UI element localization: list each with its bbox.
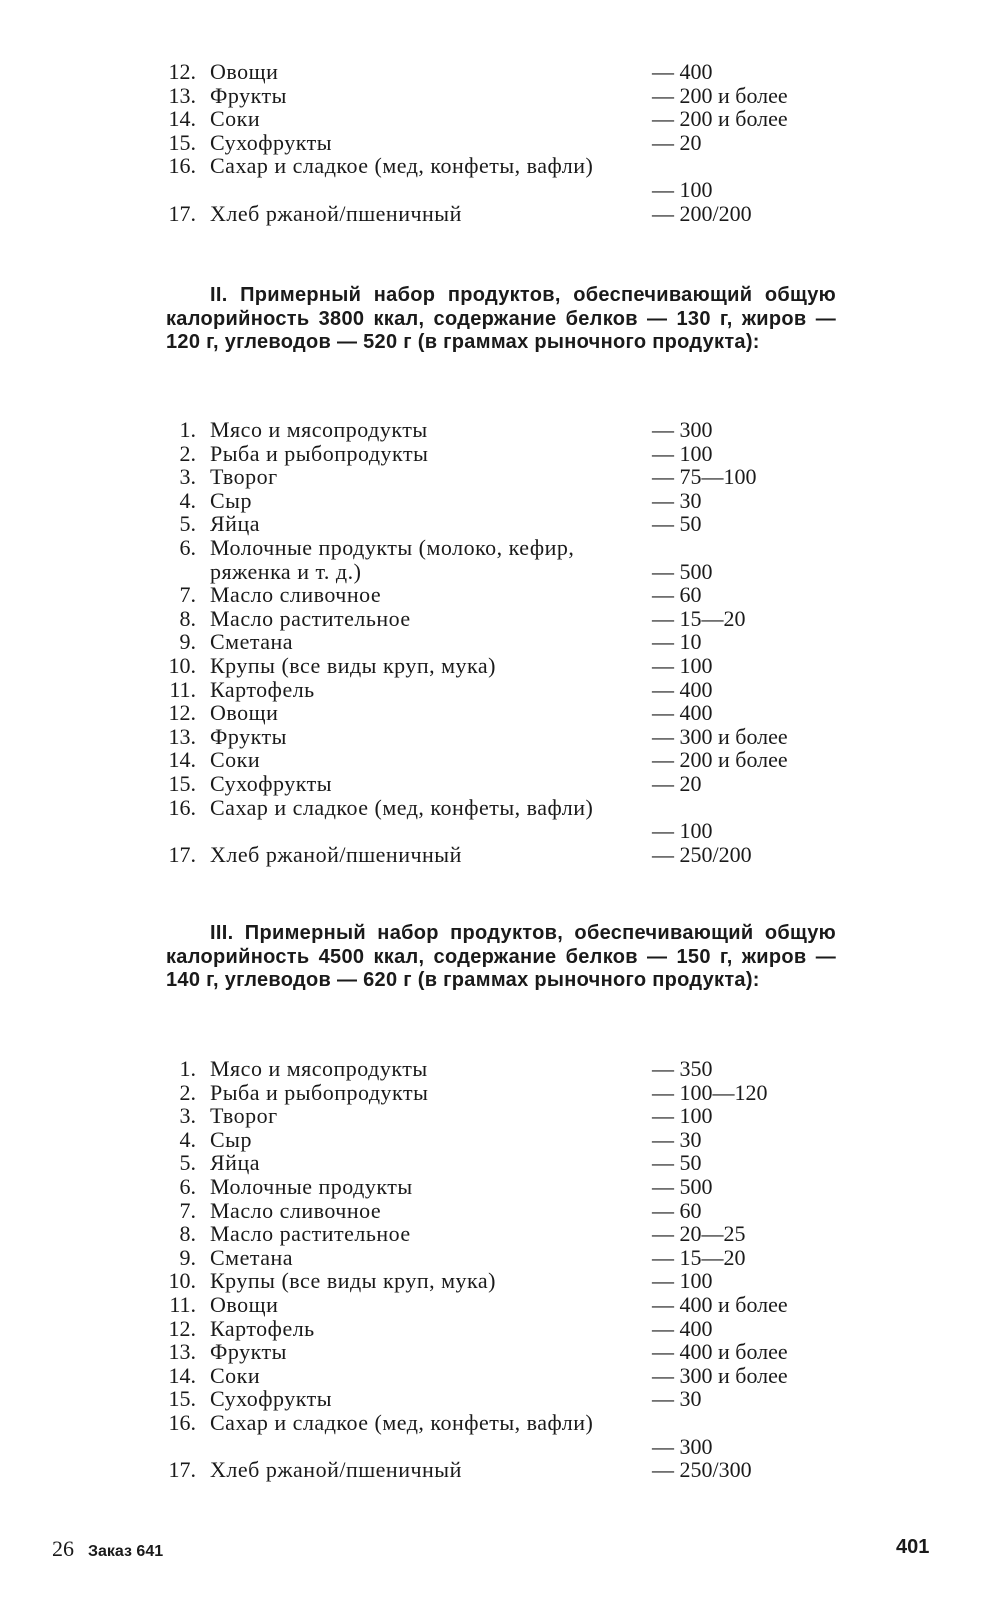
list-item	[160, 1411, 840, 1458]
list-item	[160, 583, 840, 607]
item-name: Соки	[210, 1362, 261, 1388]
item-name: Яйца	[210, 511, 260, 537]
item-name: Сухофрукты	[210, 129, 333, 155]
item-number: 17.	[168, 841, 196, 867]
item-name: Творог	[210, 464, 278, 490]
list-item	[160, 131, 840, 155]
list-item	[160, 1387, 840, 1411]
list-item	[160, 1175, 840, 1199]
item-number: 8.	[179, 605, 196, 631]
item-name: Овощи	[210, 59, 279, 84]
section-heading-2: II. Примерный набор продуктов, обеспечивающий общую калорийность 3800 ккал, содержание белков — 130 г, жиров — 120 г, углеводов — 520 г (в граммах рыночного продукта):	[166, 284, 836, 353]
list-item	[160, 772, 840, 796]
item-number: 14.	[168, 1362, 196, 1388]
item-amount: — 350	[652, 1056, 713, 1081]
page-footer-left	[52, 1536, 163, 1562]
item-number: 7.	[179, 1197, 196, 1223]
item-name: Мясо и мясопродукты	[210, 417, 428, 442]
item-name: Молочные продукты (молоко, кефир, ряженка и т. д.)	[210, 534, 575, 584]
item-amount: — 15—20	[652, 1244, 746, 1270]
item-number: 3.	[179, 464, 196, 490]
item-amount: — 20—25	[652, 1221, 746, 1247]
list-item	[160, 1269, 840, 1293]
item-amount: — 20	[652, 770, 702, 796]
list-item	[160, 1104, 840, 1128]
item-name: Овощи	[210, 1291, 279, 1317]
item-name: Масло растительное	[210, 605, 411, 631]
item-number: 15.	[168, 1386, 196, 1412]
item-name: Масло сливочное	[210, 582, 382, 608]
item-number: 5.	[179, 1150, 196, 1176]
item-name: Хлеб ржаной/пшеничный	[210, 841, 462, 867]
list-item	[160, 489, 840, 513]
list-item	[160, 725, 840, 749]
item-amount: — 400	[652, 59, 713, 84]
product-list-3	[160, 1057, 840, 1482]
list-item	[160, 1199, 840, 1223]
item-amount: — 400 и более	[652, 1339, 788, 1365]
item-name: Мясо и мясопродукты	[210, 1056, 428, 1081]
item-amount: — 100	[652, 1268, 713, 1294]
item-name: Сухофрукты	[210, 1386, 333, 1412]
list-item	[160, 1081, 840, 1105]
item-amount: — 400	[652, 676, 713, 702]
item-amount: — 100	[652, 1103, 713, 1129]
item-number: 13.	[168, 1339, 196, 1365]
item-name: Соки	[210, 106, 261, 132]
item-amount: — 30	[652, 1386, 702, 1412]
item-number: 2.	[179, 1079, 196, 1105]
item-amount: — 60	[652, 582, 702, 608]
item-number: 12.	[168, 1315, 196, 1341]
item-number: 11.	[169, 1291, 196, 1317]
item-amount: — 100	[652, 440, 713, 466]
item-name: Масло сливочное	[210, 1197, 382, 1223]
list-item	[160, 1222, 840, 1246]
list-item	[160, 202, 840, 226]
item-name: Масло растительное	[210, 1221, 411, 1247]
list-item	[160, 1151, 840, 1175]
list-item	[160, 465, 840, 489]
item-number: 12.	[168, 700, 196, 726]
list-item	[160, 607, 840, 631]
item-number: 15.	[168, 129, 196, 155]
list-item	[160, 84, 840, 108]
item-amount: — 100—120	[652, 1079, 768, 1105]
list-item	[160, 678, 840, 702]
list-item	[160, 1057, 840, 1081]
item-amount: — 300	[652, 417, 713, 442]
item-name: Рыба и рыбопродукты	[210, 440, 429, 466]
item-amount: — 60	[652, 1197, 702, 1223]
item-amount: — 50	[652, 1150, 702, 1176]
item-number: 10.	[168, 1268, 196, 1294]
list-item	[160, 1340, 840, 1364]
item-name: Сыр	[210, 487, 252, 513]
item-amount: — 50	[652, 511, 702, 537]
item-name: Рыба и рыбопродукты	[210, 1079, 429, 1105]
item-amount: — 30	[652, 487, 702, 513]
list-item	[160, 796, 840, 843]
item-number: 12.	[168, 59, 196, 84]
list-item	[160, 654, 840, 678]
item-amount: — 300 и более	[652, 723, 788, 749]
list-item	[160, 418, 840, 442]
list-item	[160, 630, 840, 654]
item-number: 17.	[168, 200, 196, 226]
item-number: 14.	[168, 747, 196, 773]
item-number: 8.	[179, 1221, 196, 1247]
item-name: Сметана	[210, 1244, 294, 1270]
item-name: Творог	[210, 1103, 278, 1129]
list-item	[160, 536, 840, 583]
item-name: Крупы (все виды круп, мука)	[210, 1268, 496, 1294]
item-amount: — 250/200	[652, 841, 752, 867]
product-list-1	[160, 60, 840, 225]
item-name: Яйца	[210, 1150, 260, 1176]
item-number: 6.	[179, 534, 196, 560]
list-item	[160, 1246, 840, 1270]
item-amount: — 250/300	[652, 1457, 752, 1483]
item-amount: — 200 и более	[652, 82, 788, 108]
item-number: 9.	[179, 629, 196, 655]
item-name: Сахар и сладкое (мед, конфеты, вафли)	[210, 794, 594, 820]
item-name: Фрукты	[210, 82, 287, 108]
list-item	[160, 1364, 840, 1388]
item-number: 16.	[168, 794, 196, 820]
item-amount: — 200/200	[652, 200, 752, 226]
item-number: 14.	[168, 106, 196, 132]
item-amount: — 15—20	[652, 605, 746, 631]
item-name: Овощи	[210, 700, 279, 726]
list-item	[160, 1128, 840, 1152]
item-name: Фрукты	[210, 1339, 287, 1365]
item-amount: — 30	[652, 1126, 702, 1152]
page-number: 401	[896, 1536, 930, 1558]
product-list-2	[160, 418, 840, 866]
item-number: 10.	[168, 652, 196, 678]
item-amount: — 400	[652, 700, 713, 726]
item-amount: — 10	[652, 629, 702, 655]
item-name: Сахар и сладкое (мед, конфеты, вафли)	[210, 153, 594, 179]
item-number: 15.	[168, 770, 196, 796]
list-item	[160, 1317, 840, 1341]
list-item	[160, 1458, 840, 1482]
list-item	[160, 107, 840, 131]
item-number: 13.	[168, 82, 196, 108]
list-item	[160, 154, 840, 201]
item-name: Соки	[210, 747, 261, 773]
item-name: Сметана	[210, 629, 294, 655]
item-amount: — 500	[652, 1173, 713, 1199]
item-amount: — 400 и более	[652, 1291, 788, 1317]
item-number: 1.	[179, 417, 196, 442]
list-item	[160, 1293, 840, 1317]
item-amount: — 300 и более	[652, 1362, 788, 1388]
item-number: 1.	[179, 1056, 196, 1081]
item-name: Сыр	[210, 1126, 252, 1152]
item-amount: — 400	[652, 1315, 713, 1341]
item-amount: — 200 и более	[652, 106, 788, 132]
item-amount: — 100	[652, 176, 713, 202]
item-number: 3.	[179, 1103, 196, 1129]
list-item	[160, 843, 840, 867]
item-number: 9.	[179, 1244, 196, 1270]
item-name: Фрукты	[210, 723, 287, 749]
item-amount: — 100	[652, 818, 713, 844]
item-amount: — 300	[652, 1433, 713, 1459]
signature-number: 26	[52, 1536, 74, 1561]
item-name: Молочные продукты	[210, 1173, 413, 1199]
item-number: 17.	[168, 1457, 196, 1483]
item-name: Сахар и сладкое (мед, конфеты, вафли)	[210, 1409, 594, 1435]
item-name: Хлеб ржаной/пшеничный	[210, 200, 462, 226]
section-heading-3: III. Примерный набор продуктов, обеспечивающий общую калорийность 4500 ккал, содержание белков — 150 г, жиров — 140 г, углеводов — 620 г (в граммах рыночного продукта):	[166, 922, 836, 991]
list-item	[160, 60, 840, 84]
item-name: Сухофрукты	[210, 770, 333, 796]
item-number: 6.	[179, 1173, 196, 1199]
item-number: 2.	[179, 440, 196, 466]
item-number: 7.	[179, 582, 196, 608]
item-name: Картофель	[210, 676, 315, 702]
item-number: 16.	[168, 1409, 196, 1435]
item-number: 16.	[168, 153, 196, 179]
item-amount: — 20	[652, 129, 702, 155]
item-name: Картофель	[210, 1315, 315, 1341]
item-amount: — 75—100	[652, 464, 757, 490]
order-label: Заказ 641	[88, 1543, 164, 1560]
item-name: Крупы (все виды круп, мука)	[210, 652, 496, 678]
item-number: 13.	[168, 723, 196, 749]
item-number: 4.	[179, 1126, 196, 1152]
item-name: Хлеб ржаной/пшеничный	[210, 1457, 462, 1483]
item-amount: — 500	[652, 558, 713, 584]
item-number: 11.	[169, 676, 196, 702]
item-amount: — 200 и более	[652, 747, 788, 773]
item-number: 4.	[179, 487, 196, 513]
item-amount: — 100	[652, 652, 713, 678]
list-item	[160, 442, 840, 466]
list-item	[160, 701, 840, 725]
list-item	[160, 512, 840, 536]
list-item	[160, 748, 840, 772]
item-number: 5.	[179, 511, 196, 537]
